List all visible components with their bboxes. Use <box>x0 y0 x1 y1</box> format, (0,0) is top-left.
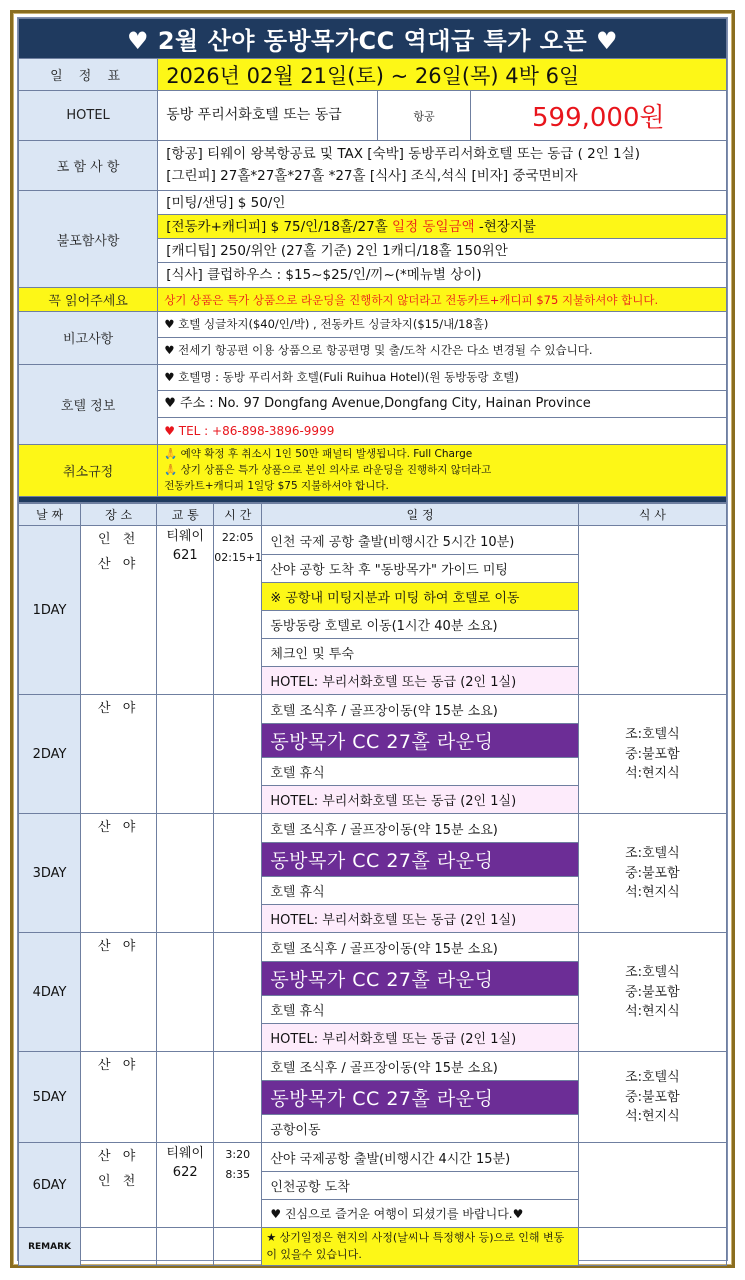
itinerary-item-row <box>262 1171 577 1199</box>
day-time <box>214 933 262 1052</box>
hotel-stay-item: HOTEL: 부리서화호텔 또는 동급 (2인 1실) <box>262 904 577 932</box>
itinerary-item: 호텔 조식후 / 골프장이동(약 15분 소요) <box>262 695 577 723</box>
place-name: 산 야 <box>98 1149 140 1165</box>
hotel-stay-item: HOTEL: 부리서화호텔 또는 동급 (2인 1실) <box>262 1023 577 1051</box>
header-date: 날 짜 <box>19 504 81 526</box>
place-name: 산 야 <box>98 820 140 836</box>
itinerary-item: 인천 국제 공항 출발(비행시간 5시간 10분) <box>262 526 577 554</box>
day-time <box>214 1052 262 1143</box>
hotel-info-line: ♥ 호텔명 : 동방 푸리서화 호텔(Fuli Ruihua Hotel)(원 동방동랑 호텔) <box>158 365 726 391</box>
day-label: 6DAY <box>19 1143 81 1228</box>
cancel-line: 🙏 예약 확정 후 취소시 1인 50만 패널티 발생됩니다. Full Charge <box>164 448 473 461</box>
cancel-label: 취소규정 <box>19 445 158 497</box>
day-label: 1DAY <box>19 526 81 695</box>
itinerary-body <box>19 526 727 1228</box>
itinerary-item: 호텔 휴식 <box>262 995 577 1023</box>
remark-line: ♥ 전세기 항공편 이용 상품으로 항공편명 및 출/도착 시간은 다소 변경될 수 있습니다. <box>164 343 593 358</box>
cancel-text <box>158 445 727 497</box>
day-row <box>19 1052 727 1143</box>
section-divider <box>19 497 727 503</box>
meal-line: 조:호텔식 <box>625 1070 680 1086</box>
day-meals <box>578 1052 726 1143</box>
day-label: 5DAY <box>19 1052 81 1143</box>
day-itinerary <box>262 526 578 695</box>
excludes-line: [캐디팁] 250/위안 (27홀 기준) 2인 1캐디/18홀 150위안 <box>158 239 726 263</box>
empty-cell <box>157 1228 214 1266</box>
itinerary-items <box>262 1052 577 1142</box>
place-name: 산 야 <box>98 939 140 955</box>
hotel-value: 동방 푸리서화호텔 또는 동급 <box>158 91 378 141</box>
remark-line: ♥ 호텔 싱글차지($40/인/박) , 전동카트 싱글차지($15/내/18홀) <box>158 312 726 338</box>
itinerary-item-row <box>262 1143 577 1171</box>
day-place <box>81 1052 157 1143</box>
meal-line: 중:불포함 <box>625 865 680 881</box>
day-time <box>214 814 262 933</box>
meal-line: 석:현지식 <box>625 1004 680 1020</box>
itinerary-item-row <box>262 666 577 694</box>
hotel-tel-line <box>158 418 726 444</box>
itinerary-item-row <box>262 961 577 995</box>
page-title: ♥ 2월 산야 동방목가CC 역대급 특가 오픈 ♥ <box>19 19 727 59</box>
day-meals <box>578 526 726 695</box>
includes-text <box>158 141 727 191</box>
meal-line: 조:호텔식 <box>625 965 680 981</box>
itinerary-items <box>262 695 577 813</box>
document-body <box>17 17 728 1261</box>
remarks-text <box>158 312 727 365</box>
day-time <box>214 1143 262 1228</box>
hotel-stay-item: HOTEL: 부리서화호텔 또는 동급 (2인 1실) <box>262 666 577 694</box>
itinerary-item: 호텔 휴식 <box>262 757 577 785</box>
includes-line: [항공] 티웨이 왕복항공료 및 TAX [숙박] 동방푸리서화호텔 또는 동급 ( 2인 1실) <box>166 145 640 162</box>
day-transport <box>157 1052 214 1143</box>
itinerary-item: 산야 국제공항 출발(비행시간 4시간 15분) <box>262 1143 577 1171</box>
remarks-label: 비고사항 <box>19 312 158 365</box>
hotel-info-text <box>158 364 727 445</box>
day-meals <box>578 1143 726 1228</box>
info-table <box>18 18 727 503</box>
day-time <box>214 526 262 695</box>
must-read-text: 상기 상품은 특가 상품으로 라운딩을 진행하지 않더라고 전동카트+캐디피 $75 지불하셔야 합니다. <box>158 288 727 312</box>
hotel-info-line: ♥ 주소 : No. 97 Dongfang Avenue,Dongfang City, Hainan Province <box>158 391 726 418</box>
day-row <box>19 695 727 814</box>
itinerary-item-row <box>262 933 577 961</box>
day-transport: 티웨이 622 <box>157 1143 214 1228</box>
itinerary-item-row <box>262 995 577 1023</box>
day-time <box>214 695 262 814</box>
day-row <box>19 933 727 1052</box>
itinerary-item: 산야 공항 도착 후 "동방목가" 가이드 미팅 <box>262 554 577 582</box>
meal-line: 조:호텔식 <box>625 727 680 743</box>
itinerary-item-row <box>262 695 577 723</box>
day-transport <box>157 695 214 814</box>
time-value: 3:20 <box>225 1148 251 1162</box>
meal-line: 석:현지식 <box>625 1109 680 1125</box>
meal-line: 중:불포함 <box>625 746 680 762</box>
itinerary-item: 공항이동 <box>262 1114 577 1142</box>
day-meals <box>578 814 726 933</box>
itinerary-item: 호텔 조식후 / 골프장이동(약 15분 소요) <box>262 1052 577 1080</box>
itinerary-item-row <box>262 1114 577 1142</box>
golf-round-item: 동방목가 CC 27홀 라운딩 <box>262 1080 577 1114</box>
price: 599,000원 <box>470 91 726 141</box>
excludes-line: [미팅/샌딩] $ 50/인 <box>158 191 726 215</box>
itinerary-item: 호텔 조식후 / 골프장이동(약 15분 소요) <box>262 814 577 842</box>
must-read-label: 꼭 읽어주세요 <box>19 288 158 312</box>
excludes-text-c: -현장지불 <box>474 219 536 235</box>
excludes-text <box>158 191 727 288</box>
hotel-label: HOTEL <box>19 91 158 141</box>
empty-cell <box>578 1228 726 1266</box>
day-place <box>81 526 157 695</box>
header-meals: 식 사 <box>578 504 726 526</box>
itinerary-item-row <box>262 757 577 785</box>
cancel-line: 🙏 상기 상품은 특가 상품으로 본인 의사로 라운딩을 진행하지 않더라고 <box>164 463 492 476</box>
includes-line: [그린피] 27홀*27홀*27홀 *27홀 [식사] 조식,석식 [비자] 중국면비자 <box>166 167 578 184</box>
itinerary-item-row <box>262 814 577 842</box>
meal-line: 중:불포함 <box>625 1089 680 1105</box>
remark-label: REMARK <box>19 1228 81 1266</box>
golf-round-item: 동방목가 CC 27홀 라운딩 <box>262 723 577 757</box>
place-name: 인 천 <box>98 532 140 548</box>
itinerary-item: 동방동랑 호텔로 이동(1시간 40분 소요) <box>262 610 577 638</box>
golf-round-item: 동방목가 CC 27홀 라운딩 <box>262 842 577 876</box>
place-name: 산 야 <box>98 557 140 573</box>
itinerary-items <box>262 1143 577 1227</box>
day-itinerary <box>262 1143 578 1228</box>
itinerary-item: 체크인 및 투숙 <box>262 638 577 666</box>
document-frame <box>10 10 735 1268</box>
header-itinerary: 일 정 <box>262 504 578 526</box>
meal-line: 석:현지식 <box>625 766 680 782</box>
day-itinerary <box>262 695 578 814</box>
header-transport: 교 통 <box>157 504 214 526</box>
place-name: 인 천 <box>98 1174 140 1190</box>
day-label: 4DAY <box>19 933 81 1052</box>
hotel-info-label: 호텔 정보 <box>19 364 158 445</box>
itinerary-items <box>262 814 577 932</box>
day-place <box>81 933 157 1052</box>
itinerary-item-row <box>262 582 577 610</box>
itinerary-item-row <box>262 554 577 582</box>
day-label: 2DAY <box>19 695 81 814</box>
meal-line: 조:호텔식 <box>625 846 680 862</box>
meal-line: 중:불포함 <box>625 984 680 1000</box>
itinerary-item: ♥ 진심으로 즐거운 여행이 되셨기를 바랍니다.♥ <box>262 1199 577 1227</box>
itinerary-item-row <box>262 723 577 757</box>
itinerary-item-row <box>262 1052 577 1080</box>
itinerary-item-row <box>262 876 577 904</box>
airline-label: 항공 <box>378 91 470 141</box>
itinerary-items <box>262 933 577 1051</box>
excludes-line: [식사] 클럽하우스 : $15~$25/인/끼~(*메뉴별 상이) <box>166 267 482 283</box>
meal-line: 석:현지식 <box>625 885 680 901</box>
time-value: 02:15+1 <box>214 551 263 565</box>
itinerary-item-row <box>262 1023 577 1051</box>
cancel-line: 전동카트+캐디피 1일당 $75 지불하셔야 합니다. <box>164 479 389 492</box>
day-transport <box>157 933 214 1052</box>
excludes-highlight: 일정 동일금액 <box>392 219 475 235</box>
itinerary-item: 호텔 조식후 / 골프장이동(약 15분 소요) <box>262 933 577 961</box>
itinerary-item: 인천공항 도착 <box>262 1171 577 1199</box>
day-place <box>81 695 157 814</box>
day-meals <box>578 695 726 814</box>
hotel-tel: TEL : +86-898-3896-9999 <box>178 423 335 438</box>
empty-cell <box>214 1228 262 1266</box>
place-name: 산 야 <box>98 701 140 717</box>
excludes-line <box>158 215 726 239</box>
day-place <box>81 814 157 933</box>
day-meals <box>578 933 726 1052</box>
empty-cell <box>81 1228 157 1266</box>
day-itinerary <box>262 1052 578 1143</box>
day-row <box>19 814 727 933</box>
itinerary-item-row <box>262 785 577 813</box>
time-value: 22:05 <box>221 531 254 545</box>
day-itinerary <box>262 933 578 1052</box>
itinerary-item: ※ 공항내 미팅지분과 미팅 하여 호텔로 이동 <box>262 582 577 610</box>
itinerary-item-row <box>262 842 577 876</box>
itinerary-item-row <box>262 904 577 932</box>
excludes-label: 불포함사항 <box>19 191 158 288</box>
day-place <box>81 1143 157 1228</box>
header-place: 장 소 <box>81 504 157 526</box>
itinerary-item-row <box>262 1080 577 1114</box>
includes-label: 포 함 사 항 <box>19 141 158 191</box>
day-row <box>19 526 727 695</box>
header-time: 시 간 <box>214 504 262 526</box>
golf-round-item: 동방목가 CC 27홀 라운딩 <box>262 961 577 995</box>
day-transport: 티웨이 621 <box>157 526 214 695</box>
day-itinerary <box>262 814 578 933</box>
day-label: 3DAY <box>19 814 81 933</box>
itinerary-items <box>262 526 577 694</box>
itinerary-item-row <box>262 610 577 638</box>
itinerary-item-row <box>262 1199 577 1227</box>
time-value: 8:35 <box>225 1168 251 1182</box>
day-row <box>19 1143 727 1228</box>
place-name: 산 야 <box>98 1058 140 1074</box>
itinerary-item-row <box>262 638 577 666</box>
schedule-label: 일 정 표 <box>19 59 158 91</box>
schedule-value: 2026년 02월 21일(토) ~ 26일(목) 4박 6일 <box>158 59 727 91</box>
itinerary-item-row <box>262 526 577 554</box>
heart-icon: ♥ <box>164 423 179 438</box>
itinerary-item: 호텔 휴식 <box>262 876 577 904</box>
itinerary-table <box>18 503 727 1266</box>
remark-text: ★ 상기일정은 현지의 사정(날씨나 특정행사 등)으로 인해 변동이 있을수 있습니다. <box>262 1228 578 1266</box>
excludes-text-a: [전동카+캐디피] $ 75/인/18홀/27홀 <box>166 219 393 235</box>
hotel-stay-item: HOTEL: 부리서화호텔 또는 동급 (2인 1실) <box>262 785 577 813</box>
day-transport <box>157 814 214 933</box>
